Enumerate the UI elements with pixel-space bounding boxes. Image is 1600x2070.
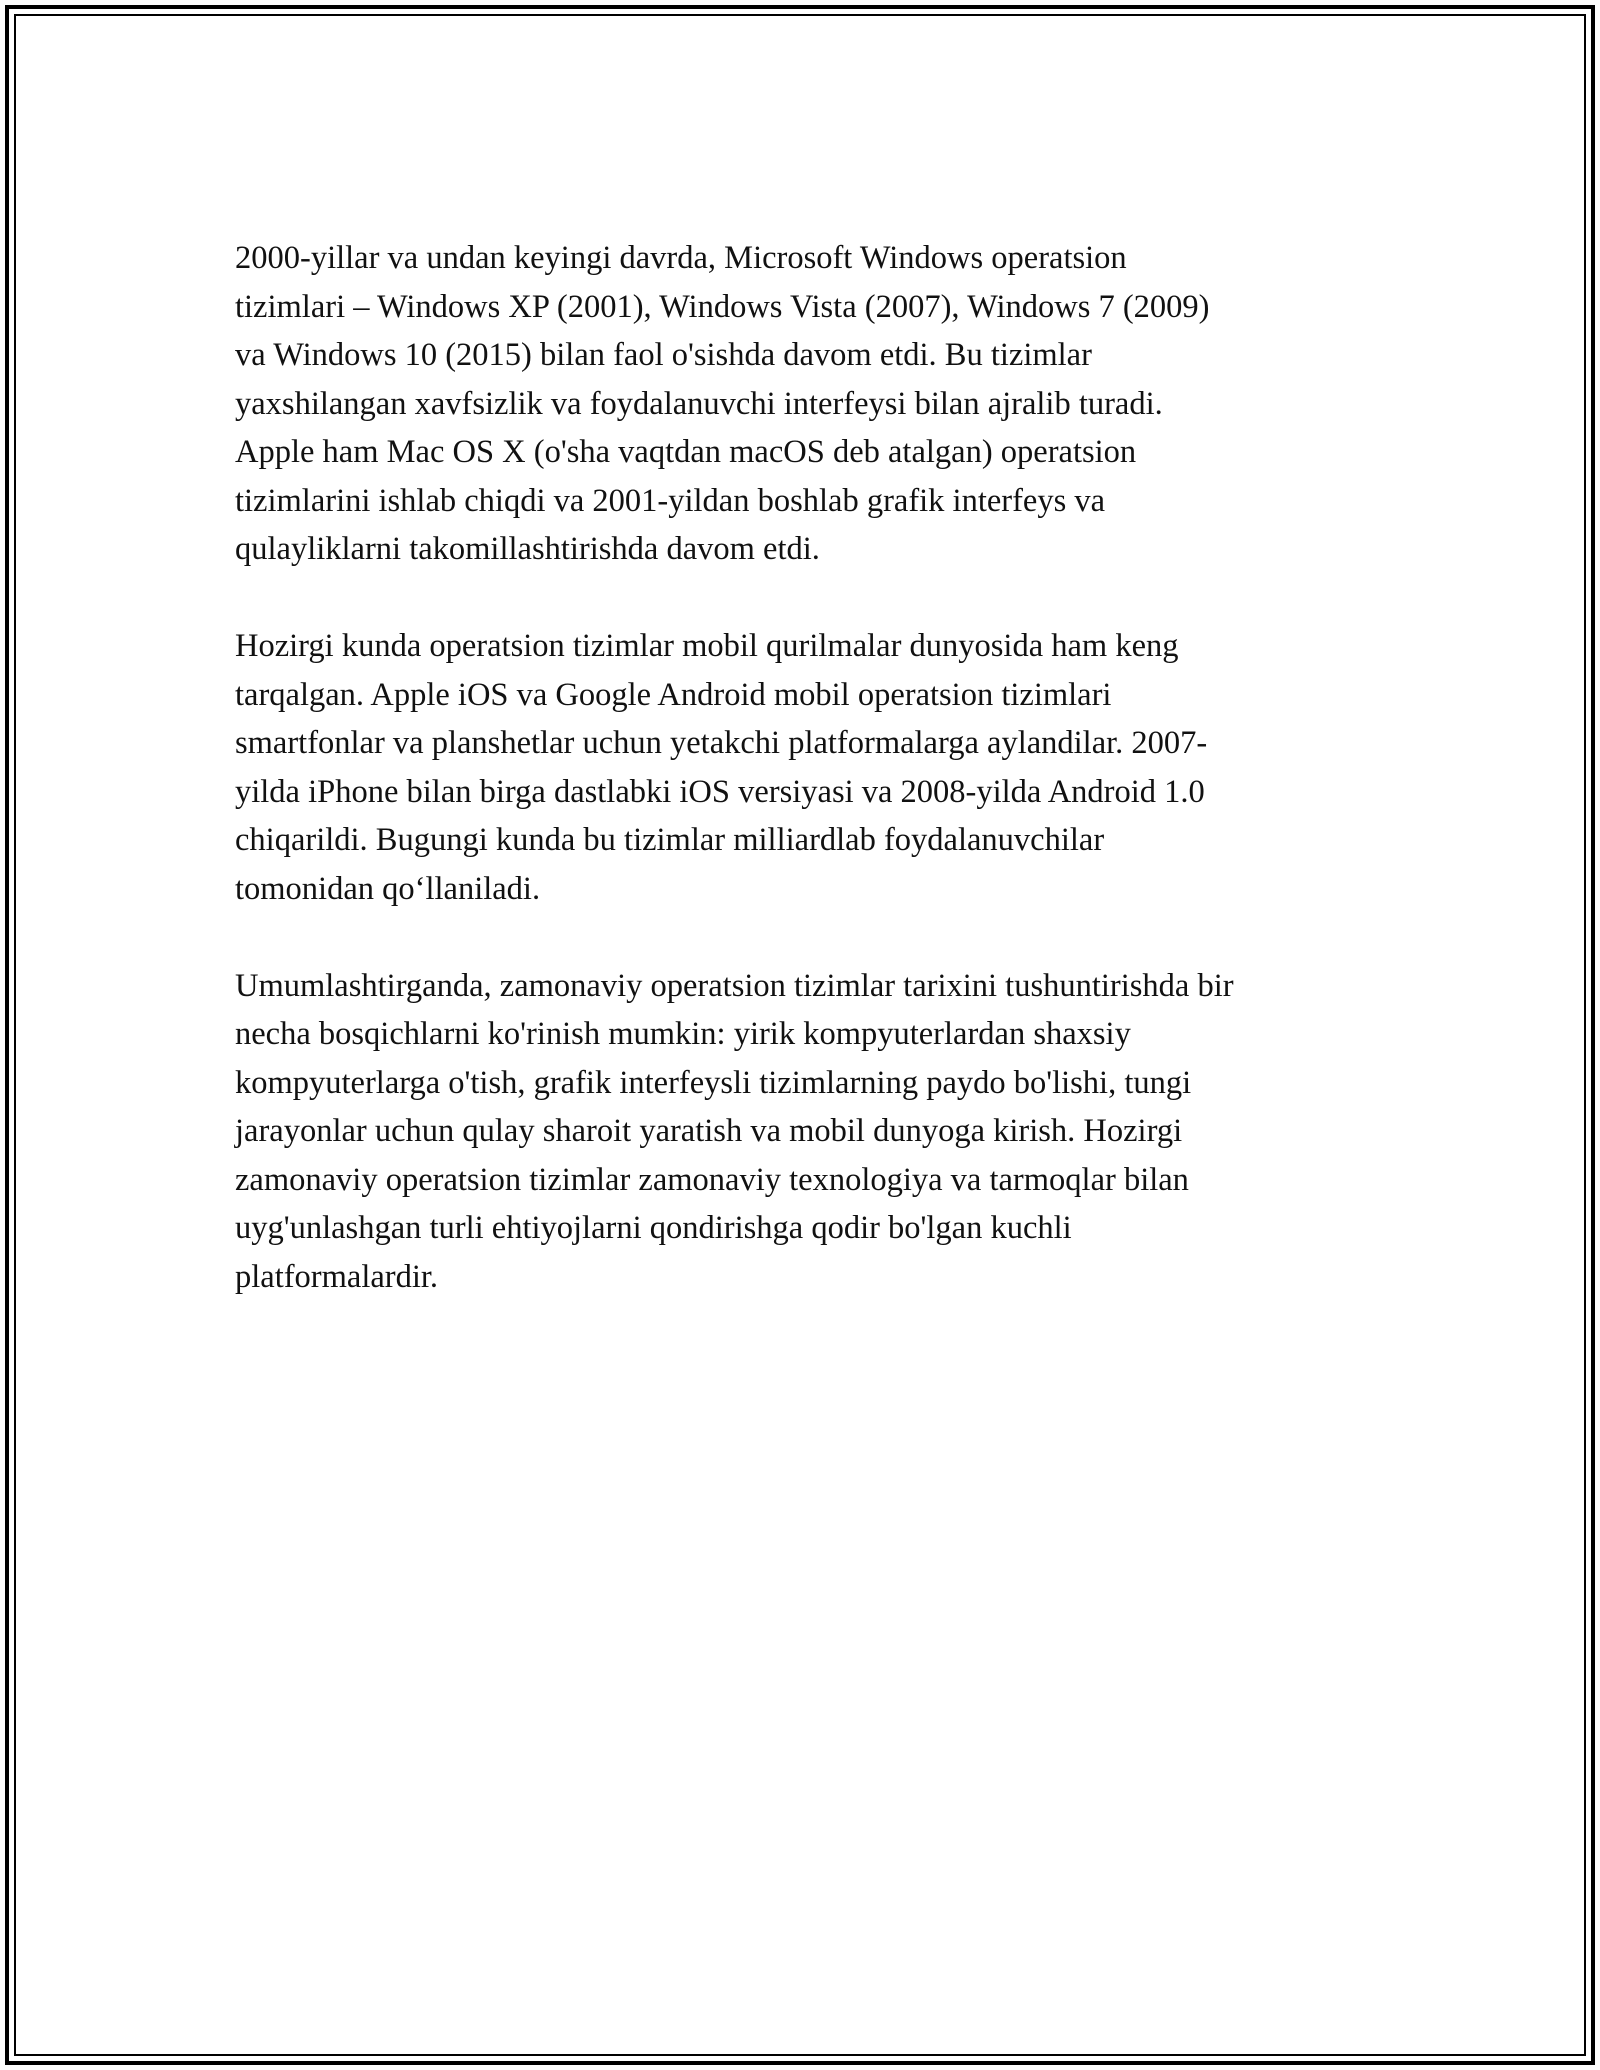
text-line: jarayonlar uchun qulay sharoit yaratish va mobil dunyoga kirish. Hozirgi: [235, 1113, 1183, 1149]
text-line: tarqalgan. Apple iOS va Google Android mobil operatsion tizimlari: [235, 676, 1112, 713]
text-line: smartfonlar va planshetlar uchun yetakchi platformalarga aylandilar. 2007-: [235, 725, 1208, 761]
text-line: chiqarildi. Bugungi kunda bu tizimlar milliardlab foydalanuvchilar: [235, 822, 1105, 858]
paragraph-windows-macos-history: [235, 234, 1375, 574]
text-line: 2000-yillar va undan keyingi davrda, Microsoft Windows operatsion: [235, 240, 1127, 276]
text-line: yaxshilangan xavfsizlik va foydalanuvchi interfeysi bilan ajralib turadi.: [235, 385, 1163, 422]
text-line: qulayliklarni takomillashtirishda davom etdi.: [235, 531, 820, 567]
text-line: uyg'unlashgan turli ehtiyojlarni qondirishga qodir bo'lgan kuchli: [235, 1210, 1072, 1246]
text-line: tizimlarini ishlab chiqdi va 2001-yildan boshlab grafik interfeys va: [235, 482, 1106, 519]
text-line: Umumlashtirganda, zamonaviy operatsion tizimlar tarixini tushuntirishda bir: [235, 967, 1234, 1004]
text-line: yilda iPhone bilan birga dastlabki iOS versiyasi va 2008-yilda Android 1.0: [235, 773, 1205, 810]
text-line: Hozirgi kunda operatsion tizimlar mobil qurilmalar dunyosida ham keng: [235, 628, 1179, 664]
text-line: zamonaviy operatsion tizimlar zamonaviy texnologiya va tarmoqlar bilan: [235, 1161, 1189, 1198]
document-body: [235, 234, 1375, 1350]
text-line: va Windows 10 (2015) bilan faol o'sishda davom etdi. Bu tizimlar: [235, 337, 1092, 373]
text-line: tizimlari – Windows XP (2001), Windows Vista (2007), Windows 7 (2009): [235, 288, 1210, 325]
text-line: kompyuterlarga o'tish, grafik interfeysli tizimlarning paydo bo'lishi, tungi: [235, 1064, 1192, 1101]
paragraph-mobile-os: [235, 622, 1375, 913]
text-line: tomonidan qo‘llaniladi.: [235, 870, 541, 907]
text-line: necha bosqichlarni ko'rinish mumkin: yirik kompyuterlardan shaxsiy: [235, 1016, 1131, 1052]
text-line: Apple ham Mac OS X (o'sha vaqtdan macOS deb atalgan) operatsion: [235, 434, 1137, 470]
paragraph-summary: [235, 962, 1375, 1302]
text-line: platformalardir.: [235, 1258, 439, 1295]
